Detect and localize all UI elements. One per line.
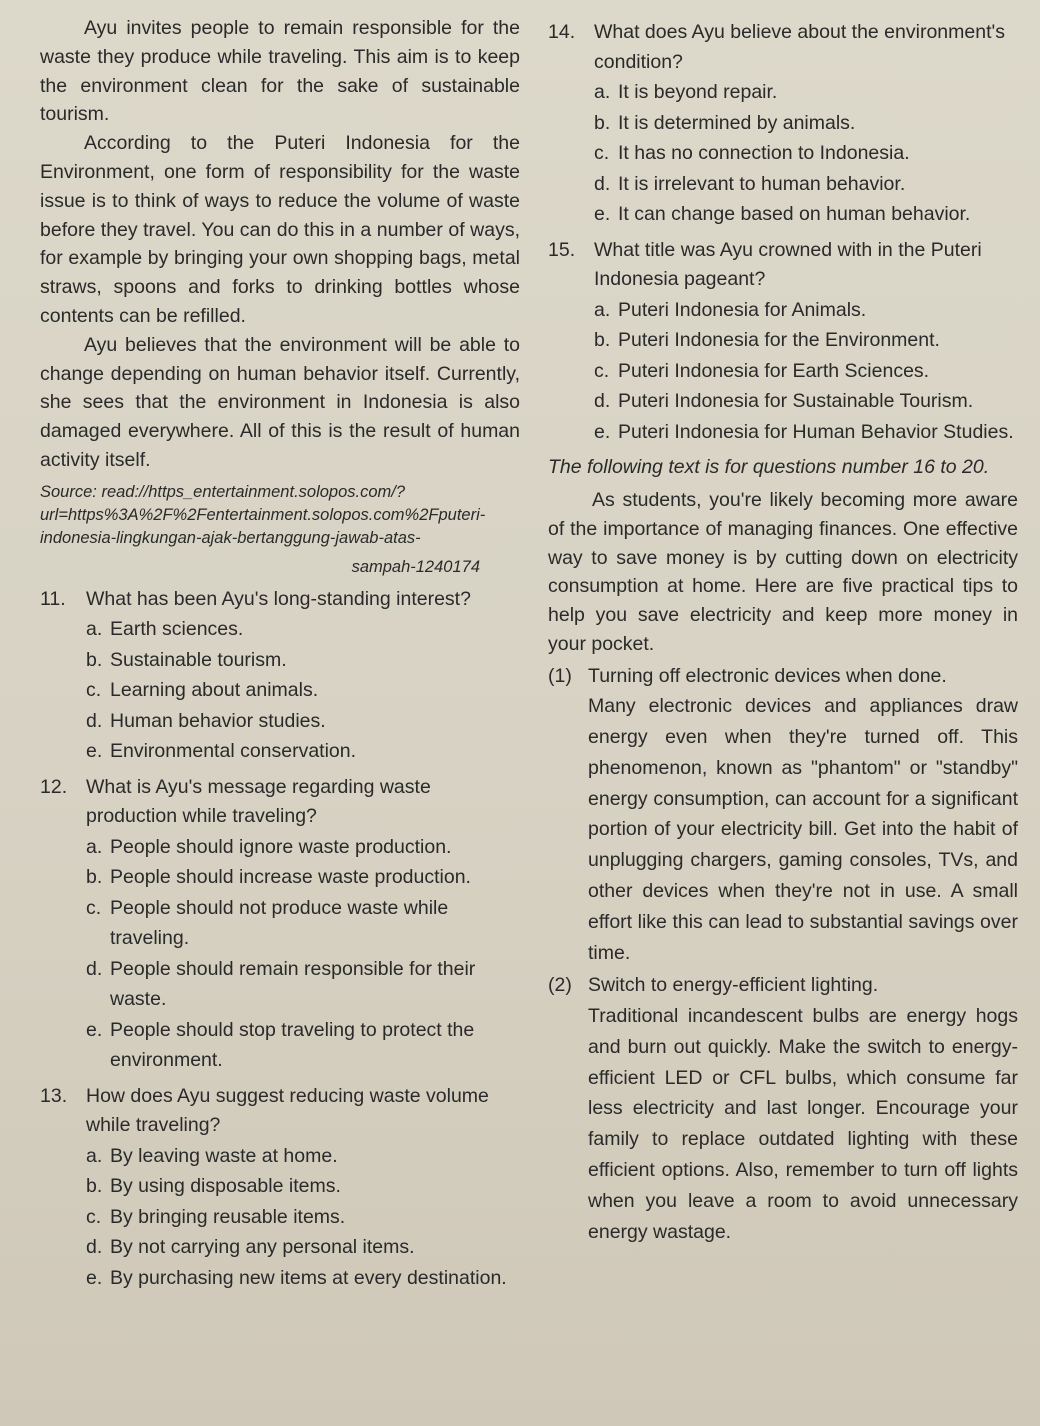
option-b[interactable] (86, 645, 520, 676)
tip-number: (2) (548, 974, 572, 997)
option-letter: d. (86, 957, 103, 980)
question-13-options (86, 1141, 520, 1294)
option-text: People should not produce waste while traveling. (110, 896, 449, 950)
option-letter: b. (86, 1175, 103, 1198)
passage-intro-paragraph: As students, you're likely becoming more aware of the importance of managing finances. One effective way to save money is by cutting down on electricity consumption at home. Here are five practical tips to help you save electricity and keep more money in your pocket. (548, 489, 1018, 655)
right-column (548, 14, 1018, 1247)
option-text: It can change based on human behavior. (618, 203, 971, 225)
option-e[interactable] (86, 736, 520, 767)
tip-title: Turning off electronic devices when done. (588, 664, 947, 687)
option-text: Earth sciences. (110, 618, 244, 641)
option-e[interactable] (594, 417, 1018, 448)
option-c[interactable] (594, 356, 1018, 387)
option-c[interactable] (86, 675, 520, 706)
option-letter: c. (594, 142, 610, 164)
option-b[interactable] (86, 862, 520, 893)
option-letter: b. (594, 111, 611, 134)
option-text: Human behavior studies. (110, 709, 326, 732)
option-a[interactable] (86, 1141, 520, 1172)
option-text: People should remain responsible for their waste. (110, 957, 476, 1011)
tip-1 (548, 661, 1018, 692)
option-d[interactable] (594, 169, 1018, 200)
option-text: By bringing reusable items. (110, 1205, 346, 1228)
option-letter: d. (594, 172, 611, 195)
option-text: Sustainable tourism. (110, 648, 287, 671)
option-letter: b. (86, 648, 103, 671)
option-text: Puteri Indonesia for Animals. (618, 298, 867, 321)
option-text: Puteri Indonesia for the Environment. (618, 329, 940, 351)
option-e[interactable] (86, 1015, 520, 1076)
tip-body: Traditional incandescent bulbs are energy hogs and burn out quickly. Make the switch to energy-efficient LED or CFL bulbs, which consume far less electricity and last longer. Encourage your family to replace outdated lighting with these efficient options. Also, remember to turn off lights when you leave a room to avoid unnecessary energy wastage. (588, 1004, 1018, 1243)
tip-2 (548, 970, 1018, 1001)
question-text: What title was Ayu crowned with in the Puteri Indonesia pageant? (594, 238, 982, 290)
option-c[interactable] (86, 1202, 520, 1233)
option-d[interactable] (86, 954, 520, 1015)
option-b[interactable] (594, 108, 1018, 139)
option-letter: d. (86, 1236, 103, 1259)
question-13 (40, 1082, 520, 1141)
option-letter: c. (86, 1205, 102, 1228)
option-letter: c. (594, 359, 610, 382)
tip-body: Many electronic devices and appliances draw energy even when they're turned off. This phenomenon, known as "phantom" or "standby" energy consumption, can account for a significant portion of your electricity bill. Get into the habit of unplugging chargers, gaming consoles, TVs, and other devices when they're not in use. A small effort like this can lead to substantial savings over time. (588, 695, 1018, 964)
option-letter: e. (86, 1018, 103, 1041)
option-c[interactable] (86, 893, 520, 954)
option-text: Environmental conservation. (110, 740, 357, 763)
option-letter: c. (86, 896, 102, 919)
question-11-options (86, 614, 520, 767)
option-text: Puteri Indonesia for Human Behavior Studies. (618, 420, 1014, 443)
option-text: By using disposable items. (110, 1175, 341, 1198)
question-number: 12. (40, 775, 68, 798)
option-text: By leaving waste at home. (110, 1144, 338, 1167)
question-12 (40, 773, 520, 832)
option-letter: a. (594, 298, 611, 321)
option-text: It is beyond repair. (618, 81, 778, 103)
passage-paragraph-2: According to the Puteri Indonesia for the Environment, one form of responsibility for the waste issue is to think of ways to reduce the volume of waste before they travel. You can do this in a number of ways, for example by bringing your own shopping bags, metal straws, spoons and forks to drinking bottles whose contents can be refilled. (40, 132, 520, 327)
option-letter: d. (594, 390, 611, 412)
option-text: People should stop traveling to protect the environment. (110, 1018, 475, 1072)
question-11 (40, 585, 520, 615)
left-column (40, 14, 520, 1293)
option-text: By purchasing new items at every destination. (110, 1266, 507, 1289)
option-a[interactable] (86, 832, 520, 863)
option-letter: b. (594, 329, 611, 351)
option-letter: e. (86, 1266, 103, 1289)
question-15-options (594, 295, 1018, 448)
section-intro: The following text is for questions number 16 to 20. (548, 456, 990, 478)
question-text: What is Ayu's message regarding waste production while traveling? (86, 775, 431, 828)
option-text: Puteri Indonesia for Sustainable Tourism. (618, 390, 974, 412)
option-a[interactable] (86, 614, 520, 645)
option-text: Puteri Indonesia for Earth Sciences. (618, 359, 930, 382)
option-text: People should ignore waste production. (110, 835, 452, 858)
tip-title: Switch to energy-efficient lighting. (588, 974, 879, 997)
passage-paragraph-1: Ayu invites people to remain responsible for the waste they produce while traveling. This aim is to keep the environment clean for the sake of sustainable tourism. (40, 17, 520, 126)
option-b[interactable] (594, 325, 1018, 356)
question-text: How does Ayu suggest reducing waste volume while traveling? (86, 1084, 489, 1137)
option-text: It is determined by animals. (618, 111, 856, 134)
passage-paragraph-3: Ayu believes that the environment will be able to change depending on human behavior itself. Currently, she sees that the environment in Indonesia is also damaged everywhere. All of this is the result of human activity itself. (40, 333, 520, 471)
option-a[interactable] (594, 77, 1018, 108)
source-citation-end: sampah-1240174 (351, 557, 480, 576)
option-letter: a. (86, 1144, 103, 1167)
question-14-options (594, 77, 1018, 230)
question-12-options (86, 832, 520, 1076)
option-b[interactable] (86, 1171, 520, 1202)
option-letter: a. (86, 835, 103, 858)
option-letter: c. (86, 679, 102, 702)
option-letter: a. (86, 618, 103, 641)
option-d[interactable] (86, 706, 520, 737)
option-e[interactable] (594, 199, 1018, 230)
option-d[interactable] (86, 1232, 520, 1263)
option-text: It is irrelevant to human behavior. (618, 172, 906, 195)
option-e[interactable] (86, 1263, 520, 1294)
question-15 (548, 236, 1018, 295)
question-number: 11. (40, 587, 66, 610)
option-text: It has no connection to Indonesia. (618, 142, 910, 164)
option-letter: d. (86, 709, 103, 732)
option-c[interactable] (594, 138, 1018, 169)
option-letter: b. (86, 866, 103, 889)
option-letter: a. (594, 81, 611, 103)
option-text: People should increase waste production. (110, 866, 471, 889)
question-text: What has been Ayu's long-standing interest? (86, 587, 471, 610)
option-text: Learning about animals. (110, 679, 319, 702)
question-14 (548, 18, 1018, 77)
option-a[interactable] (594, 295, 1018, 326)
source-citation: Source: read://https_entertainment.solopos.com/?url=https%3A%2F%2Fentertainment.solopos.com%2Fputeri-indonesia-lingkungan-ajak-bertanggung-jawab-atas- (40, 482, 486, 547)
option-letter: e. (86, 740, 103, 763)
tip-number: (1) (548, 664, 572, 687)
question-number: 13. (40, 1084, 68, 1107)
option-letter: e. (594, 420, 611, 443)
option-text: By not carrying any personal items. (110, 1236, 415, 1259)
question-number: 15. (548, 238, 576, 261)
question-number: 14. (548, 21, 576, 43)
question-text: What does Ayu believe about the environment's condition? (594, 21, 1005, 73)
option-letter: e. (594, 203, 611, 225)
option-d[interactable] (594, 386, 1018, 417)
